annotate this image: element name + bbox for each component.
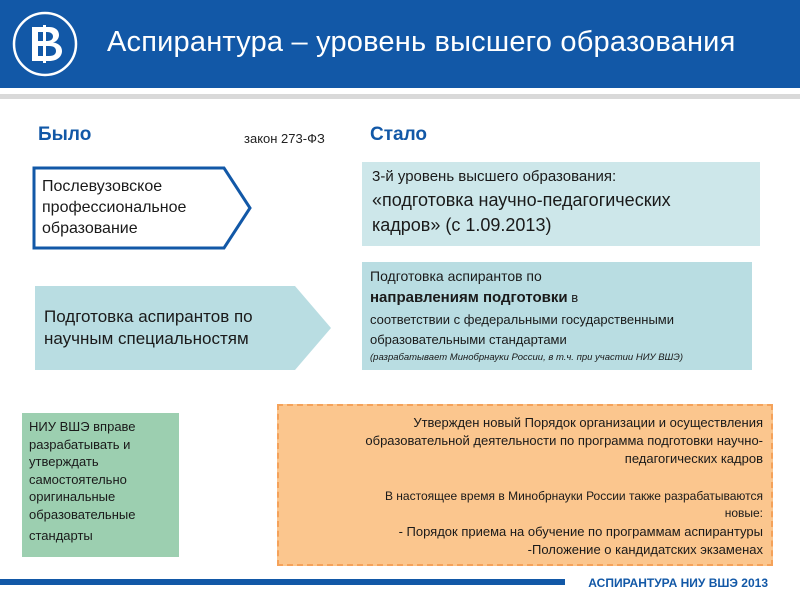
directions-rest-text: в (567, 290, 579, 305)
directions-line-1: Подготовка аспирантов по (370, 268, 542, 284)
new-rules-box (277, 404, 773, 566)
directions-line-3: соответствии с федеральными государственными (370, 312, 675, 327)
postgrad-line-2: профессиональное (42, 199, 187, 216)
hse-rights-line-7: стандарты (29, 528, 93, 543)
hse-rights-line-2: разрабатывать и (29, 436, 131, 452)
new-rules-line-1: Утвержден новый Порядок организации и осуществления (413, 415, 763, 430)
hse-rights-line-6: образовательные (29, 506, 136, 522)
directions-line-2 (370, 289, 578, 306)
new-rules-line-5: новые: (724, 506, 763, 520)
third-level-line-2: «подготовка научно-педагогических (372, 190, 671, 210)
new-rules-list (399, 523, 763, 559)
new-rules-para-2 (385, 488, 763, 522)
law-label: закон 273-ФЗ (244, 131, 325, 146)
new-rules-line-4: В настоящее время в Минобрнауки России также разрабатываются (384, 489, 763, 503)
hse-logo-icon (12, 11, 78, 77)
directions-line-4: образовательными стандартами (370, 332, 567, 347)
directions-bold-text: направлениям подготовки (370, 289, 568, 306)
postgrad-line-1: Послевузовское (42, 178, 163, 195)
hse-rights-box (22, 413, 179, 557)
hse-rights-line-5: оригинальные (29, 489, 116, 504)
footer-bar (0, 579, 565, 585)
hse-rights-line-1: НИУ ВШЭ вправе (29, 419, 136, 434)
page-title: Аспирантура – уровень высшего образования (107, 26, 736, 58)
specialties-box (44, 306, 253, 350)
header-bar (0, 0, 800, 88)
header-divider (0, 94, 800, 99)
directions-box (362, 262, 752, 370)
footer-label: АСПИРАНТУРА НИУ ВШЭ 2013 (588, 576, 768, 590)
specialties-line-2: научным специальностям (44, 329, 249, 348)
new-rules-list-item-2: -Положение о кандидатских экзаменах (527, 542, 763, 557)
third-level-box (362, 162, 760, 246)
postgrad-line-3: образование (42, 220, 138, 237)
before-heading: Было (38, 124, 92, 145)
directions-note: (разрабатывает Минобрнауки России, в т.ч. при участии НИУ ВШЭ) (370, 352, 684, 363)
postgrad-box (42, 176, 186, 239)
hse-rights-line-4: самостоятельно (29, 471, 127, 487)
new-rules-para-1 (365, 414, 763, 468)
new-rules-line-2: образовательной деятельности по программа подготовки научно- (365, 433, 763, 448)
hse-rights-line-3: утверждать (29, 454, 99, 469)
third-level-line-3: кадров» (с 1.09.2013) (372, 215, 552, 235)
new-rules-list-item-1: - Порядок приема на обучение по программам аспирантуры (398, 524, 763, 539)
hse-rights-text (29, 418, 136, 545)
new-rules-line-3: педагогических кадров (624, 451, 763, 466)
after-heading: Стало (370, 124, 428, 145)
third-level-line-1: 3-й уровень высшего образования: (372, 168, 617, 185)
specialties-line-1: Подготовка аспирантов по (44, 307, 253, 326)
